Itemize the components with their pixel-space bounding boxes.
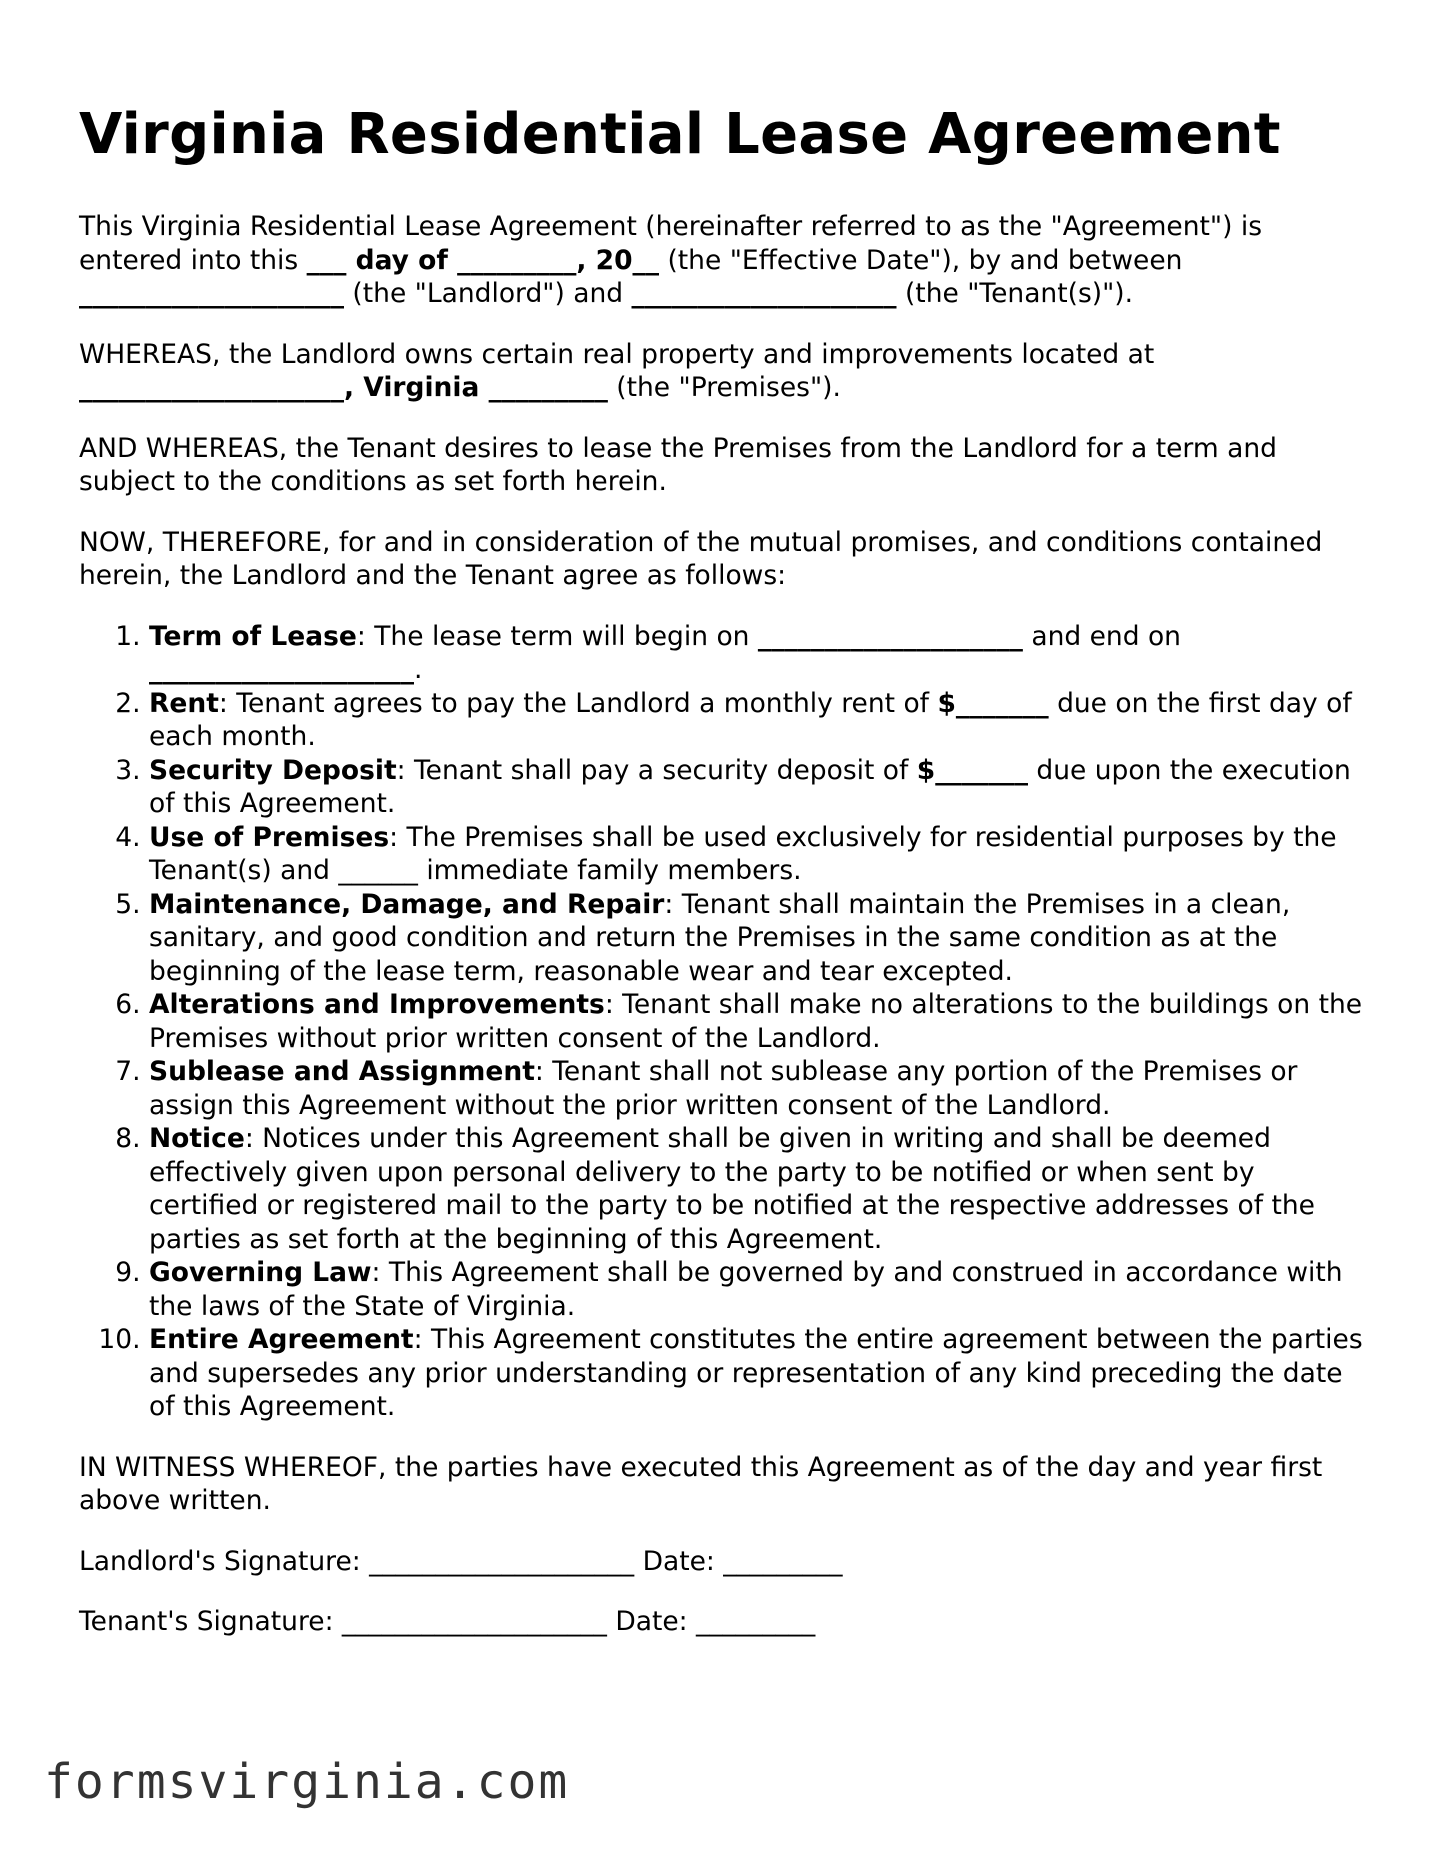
term-item-governing-law: 9. Governing Law: This Agreement shall be governed by and construed in accordance with the laws of the State of Virginia. xyxy=(149,1256,1369,1323)
watermark: formsvirginia.com xyxy=(44,1754,570,1810)
tenant-name-blank: ____________________ xyxy=(631,278,897,309)
term-item-rent: 2. Rent: Tenant agrees to pay the Landlord a monthly rent of $_______ due on the first day of each month. xyxy=(149,687,1369,754)
term-title: Rent xyxy=(149,687,219,719)
intro-text-3: (the "Landlord") and xyxy=(344,278,632,309)
term-title: Entire Agreement xyxy=(149,1324,414,1355)
rent-amount-blank: $_______ xyxy=(937,687,1049,719)
term-item-security-deposit: 3. Security Deposit: Tenant shall pay a security deposit of $_______ due upon the execution of this Agreement. xyxy=(149,754,1369,821)
deposit-amount-blank: $_______ xyxy=(916,754,1028,786)
term-item-sublease: 7. Sublease and Assignment: Tenant shall not sublease any portion of the Premises or assign this Agreement without the prior written consent of the Landlord. xyxy=(149,1055,1369,1122)
lease-end-blank: ____________________ xyxy=(149,654,414,685)
lease-start-blank: ____________________ xyxy=(757,620,1023,652)
whereas-paragraph xyxy=(79,338,1369,405)
intro-text-2: (the "Effective Date"), by and between xyxy=(659,244,1183,276)
document-title: Virginia Residential Lease Agreement xyxy=(79,102,1281,167)
witness-paragraph: IN WITNESS WHEREOF, the parties have executed this Agreement as of the day and year first above written. xyxy=(79,1451,1323,1516)
term-item-maintenance: 5. Maintenance, Damage, and Repair: Tenant shall maintain the Premises in a clean, sanitary, and good condition and return the Premises in the same condition as at the beginning of the lease term, reasonable wear and tear excepted. xyxy=(149,888,1369,989)
term-title: Security Deposit xyxy=(149,754,397,786)
term-title: Term of Lease xyxy=(149,620,357,652)
term-title: Use of Premises xyxy=(149,821,390,853)
terms-list xyxy=(79,620,1369,1424)
and-whereas-paragraph: AND WHEREAS, the Tenant desires to lease the Premises from the Landlord for a term and subject to the conditions as set forth herein. xyxy=(79,432,1277,497)
term-item-alterations: 6. Alterations and Improvements: Tenant shall make no alterations to the buildings on the Premises without prior written consent of the Landlord. xyxy=(149,988,1369,1055)
whereas-text-2: (the "Premises"). xyxy=(607,372,841,403)
document-page xyxy=(79,100,1369,1639)
whereas-text-1: WHEREAS, the Landlord owns certain real property and improvements located at xyxy=(79,338,1155,370)
intro-paragraph xyxy=(79,210,1369,311)
term-item-notice: 8. Notice: Notices under this Agreement shall be given in writing and shall be deemed effectively given upon personal delivery to the party to be notified or when sent by certified or registered mail to the party to be notified at the respective addresses of the parties as set forth at the beginning of this Agreement. xyxy=(149,1122,1369,1256)
term-title: Alterations and Improvements xyxy=(149,989,605,1020)
term-item-term-of-lease: 1. Term of Lease: The lease term will begin on ____________________ and end on ____________________. xyxy=(149,620,1369,687)
landlord-signature-line: Landlord's Signature: ____________________ Date: _________ xyxy=(79,1545,843,1577)
tenant-signature-line: Tenant's Signature: ____________________ Date: _________ xyxy=(79,1606,816,1637)
term-title: Sublease and Assignment xyxy=(149,1056,535,1087)
term-title: Notice xyxy=(149,1123,245,1154)
term-title: Governing Law xyxy=(149,1257,372,1288)
premises-address-blank: ____________________, Virginia _________ xyxy=(79,372,608,403)
term-title: Maintenance, Damage, and Repair xyxy=(149,888,665,920)
intro-text-1: This Virginia Residential Lease Agreement (hereinafter referred to as the "Agreement") is entered into this xyxy=(79,211,1263,276)
term-item-entire-agreement: 10. Entire Agreement: This Agreement constitutes the entire agreement between the parties and supersedes any prior understanding or representation of any kind preceding the date of this Agreement. xyxy=(149,1323,1369,1424)
now-therefore-paragraph: NOW, THEREFORE, for and in consideration of the mutual promises, and conditions contained herein, the Landlord and the Tenant agree as follows: xyxy=(79,526,1323,591)
landlord-name-blank: ____________________ xyxy=(79,278,344,309)
effective-date-blank: ___ day of _________, 20__ xyxy=(306,244,660,276)
intro-text-4: (the "Tenant(s)"). xyxy=(896,278,1134,309)
term-item-use-of-premises: 4. Use of Premises: The Premises shall be used exclusively for residential purposes by the Tenant(s) and ______ immediate family members. xyxy=(149,821,1369,888)
